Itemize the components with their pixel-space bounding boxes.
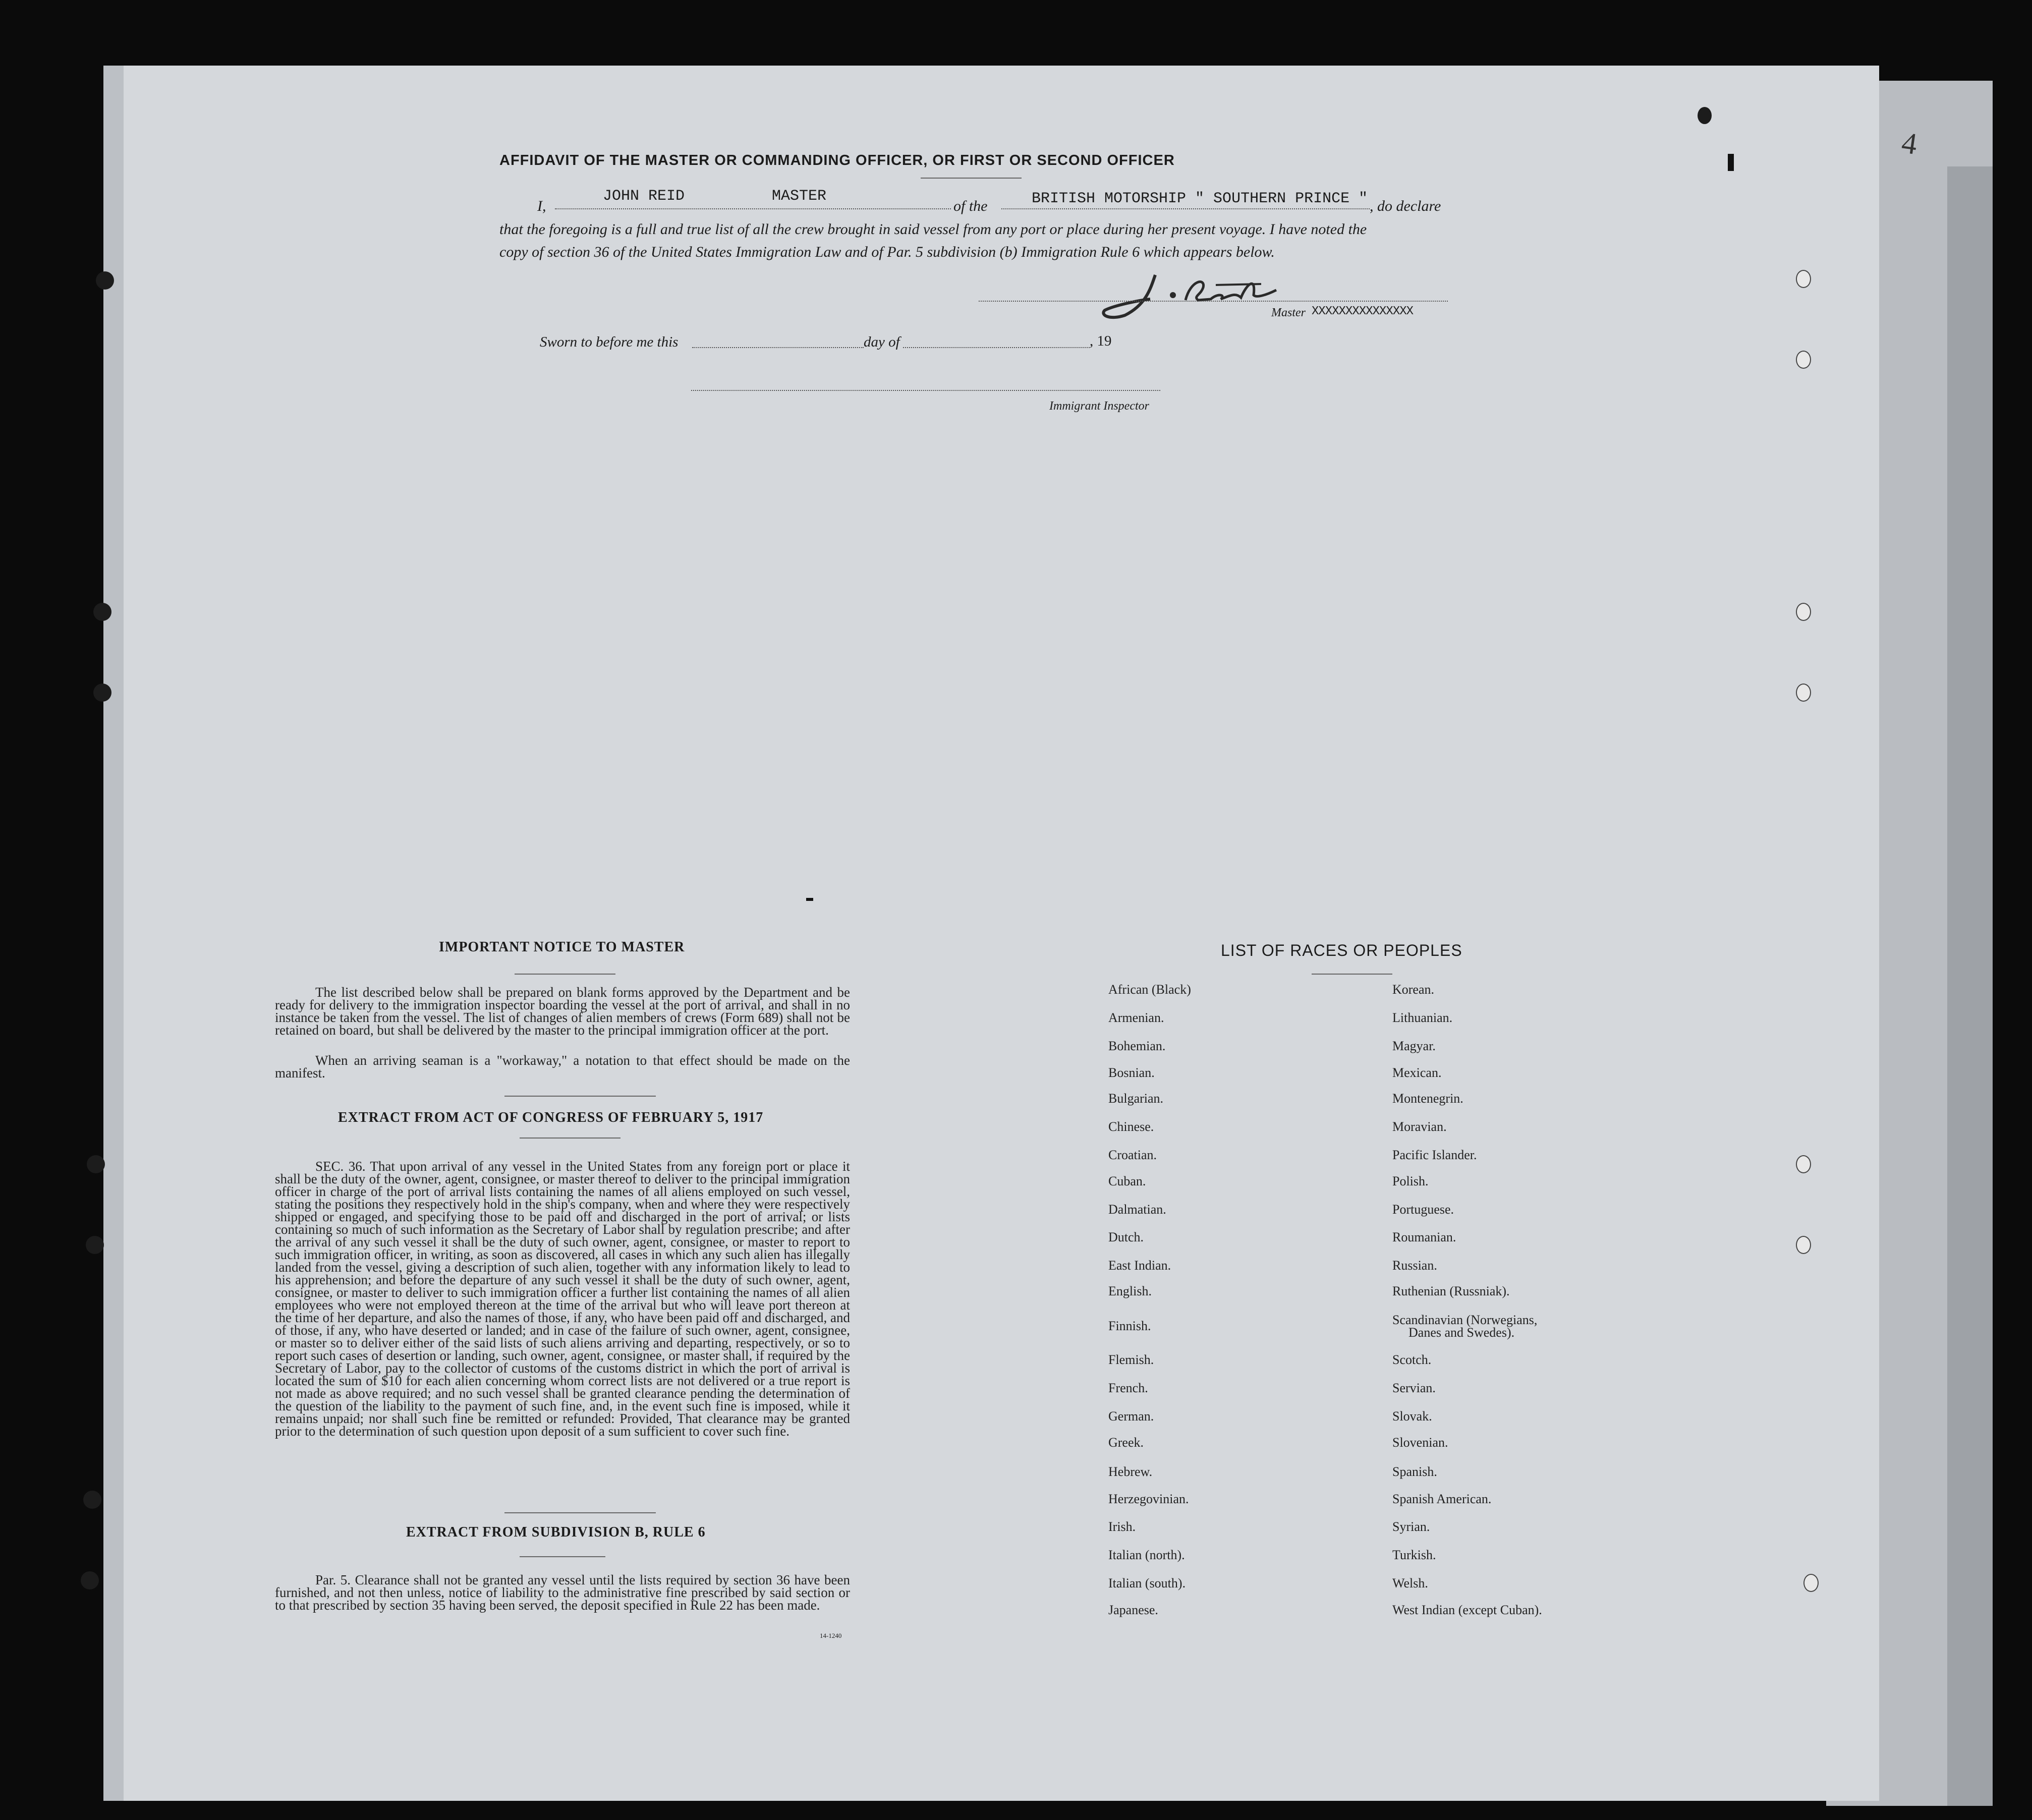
binder-hole — [96, 271, 114, 290]
race-item: West Indian (except Cuban). — [1392, 1603, 1542, 1617]
sworn-day-line — [692, 347, 864, 348]
notice-title: IMPORTANT NOTICE TO MASTER — [439, 939, 685, 955]
binder-hole — [87, 1155, 105, 1173]
race-item: Chinese. — [1108, 1119, 1154, 1134]
master-name: JOHN REID — [603, 188, 685, 205]
binder-hole — [1796, 351, 1811, 369]
race-item: Irish. — [1108, 1519, 1136, 1534]
binder-hole — [1796, 603, 1811, 621]
race-item: Syrian. — [1392, 1519, 1430, 1534]
sworn-label: Sworn to before me this — [540, 334, 679, 350]
race-item: Hebrew. — [1108, 1464, 1153, 1479]
race-item: Slovak. — [1392, 1409, 1432, 1424]
race-item: Dalmatian. — [1108, 1202, 1166, 1217]
race-item: Montenegrin. — [1392, 1091, 1463, 1106]
affidavit-line-3: copy of section 36 of the United States Immigration Law and of Par. 5 subdivision (b) Immigration Rule 6 which appears below. — [499, 244, 1275, 260]
margin-mark: 4 — [1899, 126, 1920, 161]
race-item: Italian (north). — [1108, 1548, 1185, 1562]
race-item: Welsh. — [1392, 1576, 1428, 1590]
notice-paragraph-2: When an arriving seaman is a "workaway," a notation to that effect should be made on the manifest. — [275, 1053, 850, 1080]
extract-rule-title: EXTRACT FROM SUBDIVISION B, RULE 6 — [406, 1524, 706, 1540]
race-item: Turkish. — [1392, 1548, 1436, 1562]
race-item: Finnish. — [1108, 1319, 1151, 1333]
race-item: Pacific Islander. — [1392, 1148, 1477, 1162]
do-declare: , do declare — [1370, 198, 1441, 214]
form-number: 14-1240 — [820, 1632, 842, 1639]
year-prefix: , 19 — [1090, 333, 1112, 349]
race-item: Slovenian. — [1392, 1435, 1448, 1450]
divider — [504, 1096, 656, 1097]
struck-out-text: XXXXXXXXXXXXXXX — [1312, 305, 1414, 318]
race-item: Croatian. — [1108, 1148, 1157, 1162]
edge-mark — [1728, 154, 1734, 171]
ink-speck — [806, 898, 813, 901]
notice-underline — [515, 974, 615, 975]
race-item: Bosnian. — [1108, 1065, 1155, 1080]
race-item: Greek. — [1108, 1435, 1144, 1450]
binder-hole — [1796, 1155, 1811, 1173]
race-item: Japanese. — [1108, 1603, 1158, 1617]
master-rank: MASTER — [772, 188, 827, 205]
day-of-label: day of — [864, 334, 900, 350]
binder-hole — [83, 1491, 101, 1509]
binder-hole — [1803, 1574, 1819, 1592]
race-item: East Indian. — [1108, 1258, 1171, 1273]
binder-hole — [81, 1571, 99, 1589]
race-item: Bulgarian. — [1108, 1091, 1164, 1106]
race-item: Servian. — [1392, 1381, 1436, 1395]
race-item: African (Black) — [1108, 982, 1191, 997]
race-item: Dutch. — [1108, 1230, 1144, 1244]
race-item: Lithuanian. — [1392, 1010, 1453, 1025]
binder-hole — [1796, 270, 1811, 288]
form-page — [103, 66, 1879, 1801]
race-item: Armenian. — [1108, 1010, 1164, 1025]
extract-act-title: EXTRACT FROM ACT OF CONGRESS OF FEBRUARY 5, 1917 — [338, 1110, 764, 1125]
sworn-month-line — [903, 347, 1090, 348]
race-item: English. — [1108, 1284, 1152, 1298]
binder-hole — [86, 1236, 104, 1254]
race-item: Portuguese. — [1392, 1202, 1454, 1217]
inspector-line — [691, 390, 1160, 391]
name-line — [555, 208, 951, 209]
extract-rule-underline — [520, 1556, 605, 1557]
notice-paragraph-1: The list described below shall be prepared on blank forms approved by the Department and be ready for delivery to the immigration inspector boarding the vessel at the port of arrival, and shall in no instance be taken from the vessel. The list of changes of alien members of crews (Form 689) shall not be retained on board, but shall be delivered by the master to the principal immigration officer at the port. — [275, 985, 850, 1038]
race-item: Cuban. — [1108, 1174, 1146, 1188]
underlying-page-edge — [1947, 166, 1993, 1806]
races-underline — [1312, 974, 1392, 975]
binder-hole — [1796, 1236, 1811, 1254]
affidavit-line-2: that the foregoing is a full and true list of all the crew brought in said vessel from any port or place during her present voyage. I have noted the — [499, 221, 1367, 238]
vessel-line — [1001, 208, 1370, 209]
race-item: Ruthenian (Russniak). — [1392, 1284, 1510, 1298]
races-title: LIST OF RACES OR PEOPLES — [1221, 941, 1462, 959]
affidavit-i: I, — [537, 198, 546, 214]
extract-act-text: SEC. 36. That upon arrival of any vessel in the United States from any foreign port or place it shall be the duty of the owner, agent, consignee, or master thereof to deliver to the principal immigration officer in charge of the port of arrival lists containing the names of all aliens employed on such vessel, stating the positions they respectively hold in the ship's company, when and where they were respectively shipped or engaged, and specifying those to be paid off and discharged in the port of arrival; or lists containing so much of such information as the Secretary of Labor shall by regulation prescribe; and after the arrival of any such vessel it shall be the duty of such owner, agent, consignee, or master to report to such immigration officer, in writing, as soon as discovered, all cases in which any such alien has illegally landed from the vessel, giving a description of such alien, together with any information likely to lead to his apprehension; and before the departure of any such vessel it shall be the duty of such owner, agent, consignee, or master to deliver to such immigration officer a further list containing the names of all alien employees who were not employed thereon at the time of the arrival but who will leave port thereon at the time of her departure, and also the names of those, if any, who have been paid off and discharged, and of those, if any, who have deserted or landed; and in case of the failure of such owner, agent, consignee, or master so to deliver either of the said lists of such aliens arriving and departing, respectively, or so to report such cases of desertion or landing, such owner, agent, consignee, or master shall, if required by the Secretary of Labor, pay to the collector of customs of the customs district in which the port of arrival is located the sum of $10 for each alien concerning whom correct lists are not delivered or a true report is not made as above required; and no such vessel shall be granted clearance pending the determination of the question of the liability to the payment of such fine, and, in the event such fine is imposed, while it remains unpaid; nor shall such fine be remitted or refunded: Provided, That clearance may be granted prior to the determination of such question upon deposit of a sum sufficient to cover such fine. — [275, 1159, 850, 1439]
race-item: Mexican. — [1392, 1065, 1442, 1080]
race-item: Bohemian. — [1108, 1039, 1166, 1053]
extract-act-underline — [520, 1138, 620, 1139]
of-the-label: of the — [953, 198, 988, 214]
race-item-continued: Danes and Swedes). — [1408, 1325, 1515, 1340]
vessel-name: BRITISH MOTORSHIP " SOUTHERN PRINCE " — [1032, 190, 1368, 207]
binder-hole — [1796, 684, 1811, 702]
binder-hole — [93, 603, 111, 621]
binder-hole — [93, 684, 111, 702]
race-item: Russian. — [1392, 1258, 1437, 1273]
race-item: Magyar. — [1392, 1039, 1436, 1053]
race-item: Scotch. — [1392, 1352, 1432, 1367]
race-item: Polish. — [1392, 1174, 1429, 1188]
title-underline — [921, 178, 1022, 179]
race-item: Roumanian. — [1392, 1230, 1456, 1244]
race-item: French. — [1108, 1381, 1148, 1395]
race-item: Scandinavian (Norwegians, — [1392, 1313, 1538, 1327]
signature-line — [979, 301, 1448, 302]
race-item: Spanish. — [1392, 1464, 1437, 1479]
race-item: Herzegovinian. — [1108, 1492, 1189, 1506]
affidavit-title: AFFIDAVIT OF THE MASTER OR COMMANDING OFFICER, OR FIRST OR SECOND OFFICER — [499, 152, 1175, 168]
race-item: Korean. — [1392, 982, 1435, 997]
page-binding-edge — [103, 66, 124, 1801]
inspector-label: Immigrant Inspector — [1049, 400, 1149, 413]
divider — [504, 1512, 656, 1513]
race-item: Moravian. — [1392, 1119, 1447, 1134]
binder-hole — [1698, 107, 1712, 124]
race-item: Flemish. — [1108, 1352, 1154, 1367]
race-item: Spanish American. — [1392, 1492, 1492, 1506]
master-label: Master — [1271, 306, 1306, 319]
race-item: German. — [1108, 1409, 1154, 1424]
master-signature — [1095, 265, 1307, 330]
race-item: Italian (south). — [1108, 1576, 1186, 1590]
extract-rule-text: Par. 5. Clearance shall not be granted any vessel until the lists required by section 36 have been furnished, and not then unless, notice of liability to the administrative fine prescribed by said section or to that prescribed by section 35 having been served, the deposit specified in Rule 22 has been made. — [275, 1572, 850, 1613]
